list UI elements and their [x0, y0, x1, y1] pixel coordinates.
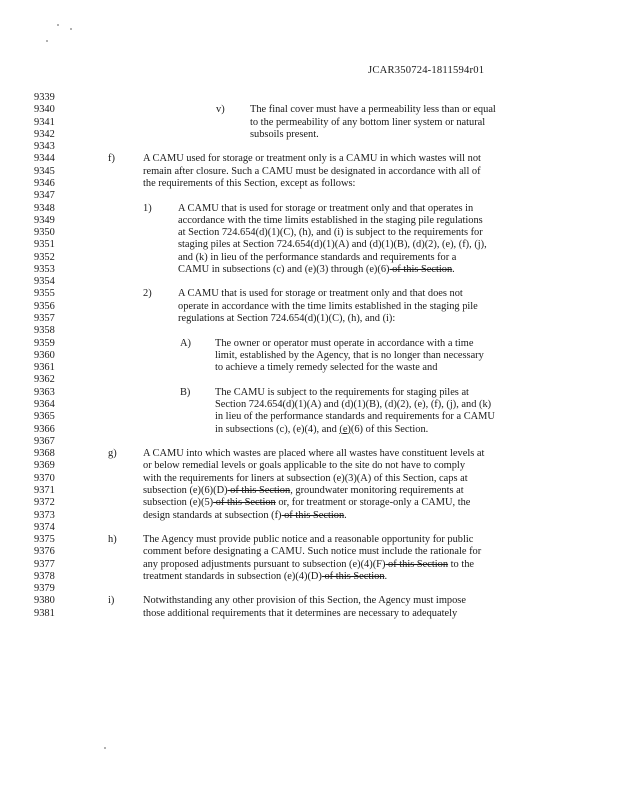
text-run: subsection (e)(5) — [143, 497, 214, 509]
line-text — [143, 571, 387, 583]
line-number: 9379 — [34, 583, 55, 595]
document-line — [0, 595, 618, 607]
line-text — [143, 485, 464, 497]
text-run: A CAMU that is used for storage or treatment only and that operates in — [178, 202, 474, 214]
document-line — [0, 301, 618, 313]
text-run: subsoils present. — [250, 128, 319, 140]
underlined-insertion: (e) — [339, 423, 351, 435]
document-line — [0, 608, 618, 620]
line-text — [143, 166, 481, 178]
text-run: The Agency must provide public notice and a reasonable opportunity for public — [143, 534, 474, 546]
text-run: A CAMU that is used for storage or treatment only and that does not — [178, 288, 463, 300]
text-run: The CAMU is subject to the requirements for staging piles at — [215, 386, 469, 398]
document-line — [0, 288, 618, 300]
document-line — [0, 117, 618, 129]
line-number: 9361 — [34, 362, 55, 374]
subsection-marker: g) — [108, 448, 117, 460]
line-number: 9364 — [34, 399, 55, 410]
scan-speck — [46, 40, 48, 42]
line-number: 9378 — [34, 570, 55, 582]
line-number: 9355 — [34, 288, 55, 300]
text-run: design standards at subsection (f) — [143, 509, 282, 521]
line-text — [215, 424, 428, 436]
document-line — [0, 374, 618, 386]
document-line — [0, 190, 618, 202]
text-run: or below remedial levels or goals applicable to the site do not have to comply — [143, 460, 466, 472]
line-text — [215, 399, 491, 411]
line-text — [143, 473, 468, 485]
line-number: 9381 — [34, 607, 55, 619]
document-line — [0, 473, 618, 485]
document-line — [0, 424, 618, 436]
document-line — [0, 215, 618, 227]
line-number: 9358 — [34, 325, 55, 337]
struck-deletion: of this Section — [321, 570, 385, 582]
line-number: 9348 — [34, 202, 55, 214]
line-text — [143, 534, 473, 546]
subsection-marker: f) — [108, 153, 115, 165]
document-line — [0, 104, 618, 116]
struck-deletion: of this Section — [213, 497, 276, 509]
line-text — [178, 239, 487, 251]
line-text — [178, 227, 483, 239]
text-run: any proposed adjustments pursuant to subsection (e)(4)(F) — [143, 558, 386, 570]
line-text — [143, 608, 457, 620]
document-line — [0, 325, 618, 337]
subsection-marker: B) — [180, 386, 191, 398]
line-text — [215, 338, 474, 350]
line-text — [143, 497, 470, 509]
line-text — [143, 546, 481, 558]
document-line — [0, 129, 618, 141]
text-run: subsection (e)(6)(D) — [143, 484, 228, 496]
document-line — [0, 497, 618, 509]
text-run-tail: to the — [448, 558, 475, 570]
line-text — [178, 252, 456, 264]
text-run: at Section 724.654(d)(1)(C), (h), and (i) is subject to the requirements for — [178, 227, 483, 239]
document-line — [0, 387, 618, 399]
line-number: 9345 — [34, 165, 55, 177]
line-number: 9376 — [34, 546, 55, 558]
line-text — [143, 595, 466, 607]
line-text — [143, 178, 355, 190]
document-line — [0, 460, 618, 472]
document-id-header: JCAR350724-1811594r01 — [368, 65, 485, 76]
text-run: The final cover must have a permeability less than or equal — [250, 104, 496, 116]
text-run-tail: . — [344, 509, 347, 521]
document-line — [0, 264, 618, 276]
document-line — [0, 276, 618, 288]
text-run: The owner or operator must operate in accordance with a time — [215, 337, 474, 349]
line-number: 9363 — [34, 386, 55, 398]
line-number: 9372 — [34, 497, 55, 509]
line-number: 9375 — [34, 534, 55, 546]
line-text — [143, 153, 481, 165]
line-number: 9349 — [34, 214, 55, 226]
document-line — [0, 522, 618, 534]
line-number: 9344 — [34, 153, 55, 165]
text-run: treatment standards in subsection (e)(4)(D) — [143, 570, 322, 582]
line-text — [143, 448, 484, 460]
line-number: 9367 — [34, 435, 55, 447]
document-line — [0, 239, 618, 251]
line-text — [215, 350, 484, 362]
text-run: operate in accordance with the time limits established in the staging pile — [178, 300, 478, 312]
line-text — [178, 288, 463, 300]
document-line — [0, 252, 618, 264]
line-number: 9350 — [34, 227, 55, 239]
text-run-tail: or, for treatment or storage-only a CAMU, the — [275, 497, 471, 509]
line-number: 9368 — [34, 448, 55, 460]
line-text — [215, 411, 495, 423]
struck-deletion: of this Section — [385, 558, 449, 570]
document-line — [0, 178, 618, 190]
line-number: 9377 — [34, 558, 55, 570]
text-run: remain after closure. Such a CAMU must be designated in accordance with all of — [143, 165, 481, 177]
line-number: 9346 — [34, 177, 55, 189]
text-run: and (k) in lieu of the performance standards and requirements for a — [178, 251, 457, 263]
line-number: 9356 — [34, 300, 55, 312]
line-number: 9351 — [34, 239, 55, 251]
line-text — [143, 559, 474, 571]
text-run: in lieu of the performance standards and requirements for a CAMU — [215, 411, 495, 423]
scan-speck — [57, 24, 59, 26]
document-line — [0, 338, 618, 350]
line-number: 9359 — [34, 337, 55, 349]
line-text — [178, 203, 473, 215]
document-line — [0, 203, 618, 215]
line-number: 9342 — [34, 128, 55, 140]
line-text — [250, 104, 496, 116]
line-text — [143, 510, 347, 522]
text-run: Notwithstanding any other provision of this Section, the Agency must impose — [143, 595, 466, 607]
line-number: 9365 — [34, 411, 55, 423]
line-text — [178, 215, 483, 227]
line-text — [215, 387, 469, 399]
text-run: staging piles at Section 724.654(d)(1)(A) and (d)(1)(B), (d)(2), (e), (f), (j), — [178, 239, 487, 251]
line-number: 9340 — [34, 104, 55, 116]
document-line — [0, 571, 618, 583]
line-text — [178, 313, 395, 325]
text-run: to the permeability of any bottom liner system or natural — [250, 116, 486, 128]
scan-speck — [104, 747, 106, 749]
subsection-marker: 1) — [143, 202, 152, 214]
subsection-marker: h) — [108, 534, 117, 546]
line-number: 9339 — [34, 92, 55, 103]
text-run-tail: . — [452, 263, 455, 275]
text-run: the requirements of this Section, except as follows: — [143, 177, 356, 189]
line-text — [250, 129, 319, 141]
text-run: A CAMU used for storage or treatment only is a CAMU in which wastes will not — [143, 153, 481, 165]
text-run: in subsections (c), (e)(4), and — [215, 423, 340, 435]
struck-deletion: of this Section — [281, 509, 345, 521]
line-number: 9353 — [34, 263, 55, 275]
text-run-tail: (6) of this Section. — [350, 423, 429, 435]
text-run: those additional requirements that it determines are necessary to adequately — [143, 607, 458, 619]
document-line — [0, 313, 618, 325]
document-line — [0, 485, 618, 497]
document-line — [0, 583, 618, 595]
document-line — [0, 141, 618, 153]
document-line — [0, 350, 618, 362]
document-line — [0, 546, 618, 558]
line-text — [178, 264, 455, 276]
text-run: with the requirements for liners at subsection (e)(3)(A) of this Section, caps at — [143, 472, 468, 484]
document-line — [0, 153, 618, 165]
document-line — [0, 510, 618, 522]
document-line — [0, 534, 618, 546]
document-line — [0, 411, 618, 423]
line-number: 9369 — [34, 460, 55, 472]
line-number: 9362 — [34, 374, 55, 386]
document-line — [0, 92, 618, 104]
document-line — [0, 559, 618, 571]
line-number: 9354 — [34, 276, 55, 288]
text-run: regulations at Section 724.654(d)(1)(C), (h), and (i): — [178, 313, 396, 325]
line-text — [178, 301, 478, 313]
subsection-marker: i) — [108, 595, 115, 607]
line-number: 9366 — [34, 423, 55, 435]
line-number: 9373 — [34, 509, 55, 521]
text-run: accordance with the time limits established in the staging pile regulations — [178, 214, 483, 226]
document-line — [0, 448, 618, 460]
line-number: 9380 — [34, 595, 55, 607]
text-run-tail: . — [384, 570, 388, 582]
line-number: 9370 — [34, 472, 55, 484]
struck-deletion: of this Section — [389, 263, 453, 275]
subsection-marker: A) — [180, 337, 191, 349]
line-text — [143, 460, 465, 472]
line-number: 9343 — [34, 141, 55, 153]
text-run: limit, established by the Agency, that is no longer than necessary — [215, 349, 484, 361]
text-run: A CAMU into which wastes are placed where all wastes have constituent levels at — [143, 448, 485, 460]
line-text — [215, 362, 437, 374]
document-line — [0, 399, 618, 411]
line-number: 9347 — [34, 190, 55, 202]
line-text — [250, 117, 485, 129]
struck-deletion: of this Section — [227, 484, 291, 496]
line-number: 9341 — [34, 116, 55, 128]
document-line — [0, 227, 618, 239]
line-number: 9357 — [34, 313, 55, 325]
text-run: comment before designating a CAMU. Such notice must include the rationale for — [143, 546, 482, 558]
text-run-tail: , groundwater monitoring requirements at — [290, 484, 464, 496]
line-number: 9352 — [34, 251, 55, 263]
text-run: Section 724.654(d)(1)(A) and (d)(1)(B), (d)(2), (e), (f), (j), and (k) — [215, 399, 492, 410]
line-number: 9371 — [34, 484, 55, 496]
document-line — [0, 166, 618, 178]
line-number: 9360 — [34, 349, 55, 361]
subsection-marker: v) — [216, 104, 225, 116]
text-run: to achieve a timely remedy selected for the waste and — [215, 362, 438, 374]
document-line — [0, 362, 618, 374]
line-number: 9374 — [34, 521, 55, 533]
subsection-marker: 2) — [143, 288, 152, 300]
scan-speck — [70, 28, 72, 30]
text-run: CAMU in subsections (c) and (e)(3) through (e)(6) — [178, 263, 390, 275]
document-line — [0, 436, 618, 448]
